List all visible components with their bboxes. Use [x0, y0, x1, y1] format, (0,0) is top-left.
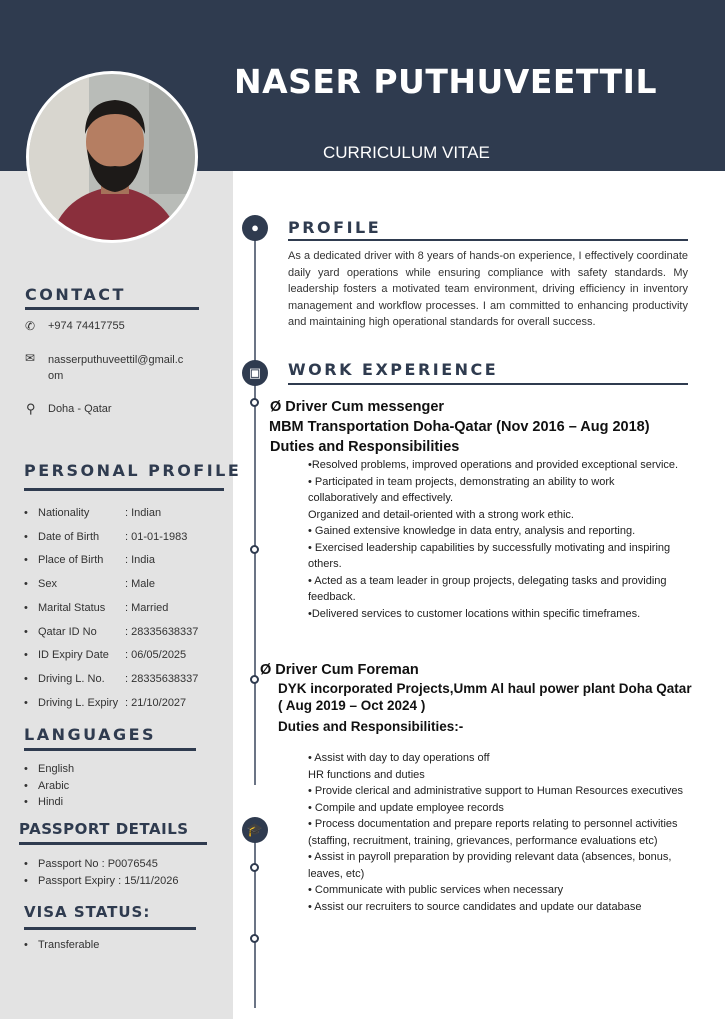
job-1-header — [270, 397, 650, 457]
info-value: : 28335638337 — [125, 672, 199, 685]
duty-item: •Delivered services to customer locations within specific timeframes. — [308, 607, 641, 620]
visa-status: • Transferable — [24, 939, 100, 951]
info-label: Driving L. No. — [38, 672, 105, 685]
duty-item: • Gained extensive knowledge in data entry, analysis and reporting. — [308, 525, 636, 537]
personal-info-row — [24, 602, 234, 614]
timeline-dot — [250, 398, 259, 407]
divider — [19, 842, 207, 845]
duty-item: HR functions and duties — [308, 768, 425, 781]
personal-info-row — [24, 673, 234, 685]
language-item: English — [38, 763, 75, 775]
passport-list: • Passport No : P0076545 • Passport Expiry : 15/11/2026 — [24, 858, 179, 887]
job-2-header — [278, 680, 692, 735]
duty-item: • Acted as a team leader in group projects, delegating tasks and providing feedback. — [308, 574, 667, 603]
divider — [24, 488, 224, 491]
personal-info-row — [24, 531, 234, 543]
passport-expiry: Passport Expiry : 15/11/2026 — [38, 875, 179, 887]
duties-heading: Duties and Responsibilities:- — [278, 719, 464, 734]
divider — [25, 307, 199, 310]
timeline-dot — [250, 675, 259, 684]
profile-photo — [26, 71, 198, 243]
visa-status-value: Transferable — [38, 939, 100, 951]
bullet: • — [24, 554, 28, 567]
profile-heading: PROFILE — [288, 218, 382, 237]
info-label: ID Expiry Date — [38, 649, 109, 662]
email-line-1[interactable]: nasserputhuveettil@gmail.c — [48, 354, 184, 366]
profile-summary: As a dedicated driver with 8 years of hands-on experience, I effectively coordinate daily yard operations while ensuring compliance with safety standards. My leadership fosters a motivated team environment, driving efficiency in inventory management and workflow processes. I am committed to enhancing productivity and maintaining high operational standards for overall success. — [288, 250, 688, 328]
personal-info-row — [24, 578, 234, 590]
duty-item: • Communicate with public services when necessary — [308, 884, 564, 896]
languages-list: • English • Arabic • Hindi — [24, 763, 75, 808]
duty-item: •Resolved problems, improved operations and provided exceptional service. — [308, 459, 679, 471]
work-experience-heading: WORK EXPERIENCE — [288, 360, 499, 379]
personal-profile-heading: PERSONAL PROFILE — [24, 461, 242, 480]
duty-item: • Compile and update employee records — [308, 801, 504, 814]
divider — [288, 383, 688, 385]
divider — [24, 748, 196, 751]
contact-heading: CONTACT — [25, 285, 126, 304]
language-item: Arabic — [38, 779, 70, 792]
duty-item: Organized and detail-oriented with a strong work ethic. — [308, 508, 574, 521]
language-item: Hindi — [38, 796, 64, 808]
duty-item: • Participated in team projects, demonstrating an ability to work collaboratively and effectively. — [308, 475, 615, 504]
info-label: Driving L. Expiry — [38, 696, 119, 709]
info-value: : India — [125, 554, 155, 567]
info-label: Sex — [38, 578, 57, 591]
divider — [24, 927, 196, 930]
phone-number: +974 74417755 — [48, 320, 125, 332]
bullet: • — [24, 625, 28, 638]
personal-info-row — [24, 697, 234, 709]
duty-item: • Exercised leadership capabilities by successfully motivating and inspiring others. — [308, 541, 671, 570]
email-line-2[interactable]: om — [48, 370, 64, 382]
job-1-duties — [308, 457, 683, 622]
bullet: • — [24, 672, 28, 685]
email-icon: ✉ — [25, 351, 36, 365]
job-2-role: Ø Driver Cum Foreman — [260, 662, 419, 678]
user-icon: ● — [242, 215, 268, 241]
personal-info-row — [24, 507, 234, 519]
info-value: : Married — [125, 601, 169, 614]
personal-info-row — [24, 554, 234, 566]
job-company: MBM Transportation Doha-Qatar (Nov 2016 – Aug 2018) — [269, 419, 650, 435]
email-link[interactable] — [48, 352, 183, 384]
document-subtitle: CURRICULUM VITAE — [323, 143, 490, 162]
duty-item: • Provide clerical and administrative support to Human Resources executives — [308, 785, 683, 797]
passport-heading: PASSPORT DETAILS — [19, 820, 189, 838]
location: Doha - Qatar — [48, 403, 112, 415]
phone-icon: ✆ — [25, 319, 36, 333]
personal-info-row — [24, 626, 234, 638]
info-value: : 21/10/2027 — [125, 696, 187, 709]
duty-item: • Assist in payroll preparation by providing relevant data (absences, bonus, leaves, etc) — [308, 851, 672, 880]
duties-heading: Duties and Responsibilities — [270, 439, 460, 455]
job-2-duties — [308, 750, 683, 915]
duty-item: • Assist with day to day operations off — [308, 752, 490, 764]
bullet: • — [24, 530, 28, 543]
info-label: Qatar ID No — [38, 625, 97, 638]
divider — [288, 239, 688, 241]
timeline-dot — [250, 863, 259, 872]
graduation-cap-icon: 🎓 — [242, 817, 268, 843]
info-value: : 06/05/2025 — [125, 649, 187, 662]
job-role: Ø Driver Cum messenger — [270, 399, 445, 415]
info-value: : 01-01-1983 — [125, 530, 188, 543]
bullet: • — [24, 507, 28, 519]
info-label: Marital Status — [38, 601, 106, 614]
passport-number: Passport No : P0076545 — [38, 858, 158, 870]
visa-heading: VISA STATUS: — [24, 903, 151, 921]
bullet: • — [24, 578, 28, 591]
info-value: : Male — [125, 578, 155, 591]
info-label: Date of Birth — [38, 530, 100, 543]
info-label: Place of Birth — [38, 554, 104, 567]
candidate-name: NASER PUTHUVEETTIL — [234, 62, 657, 101]
bullet: • — [24, 649, 28, 662]
location-icon: ⚲ — [26, 401, 36, 416]
timeline-dot — [250, 934, 259, 943]
info-value: : Indian — [125, 507, 162, 519]
briefcase-icon: ▣ — [242, 360, 268, 386]
languages-heading: LANGUAGES — [24, 725, 157, 744]
info-label: Nationality — [38, 507, 90, 519]
bullet: • — [24, 696, 28, 709]
timeline-line — [254, 240, 256, 785]
personal-info-row — [24, 649, 234, 661]
duty-item: • Process documentation and prepare reports relating to personnel activities (staffing, recruitment, training, grievances, performance evaluations etc) — [308, 818, 678, 847]
bullet: • — [24, 601, 28, 614]
job-company: DYK incorporated Projects,Umm Al haul power plant Doha Qatar — [278, 681, 692, 696]
job-dates: ( Aug 2019 – Oct 2024 ) — [278, 698, 426, 713]
duty-item: • Assist our recruiters to source candidates and update our database — [308, 900, 642, 913]
timeline-dot — [250, 545, 259, 554]
info-value: : 28335638337 — [125, 625, 199, 638]
